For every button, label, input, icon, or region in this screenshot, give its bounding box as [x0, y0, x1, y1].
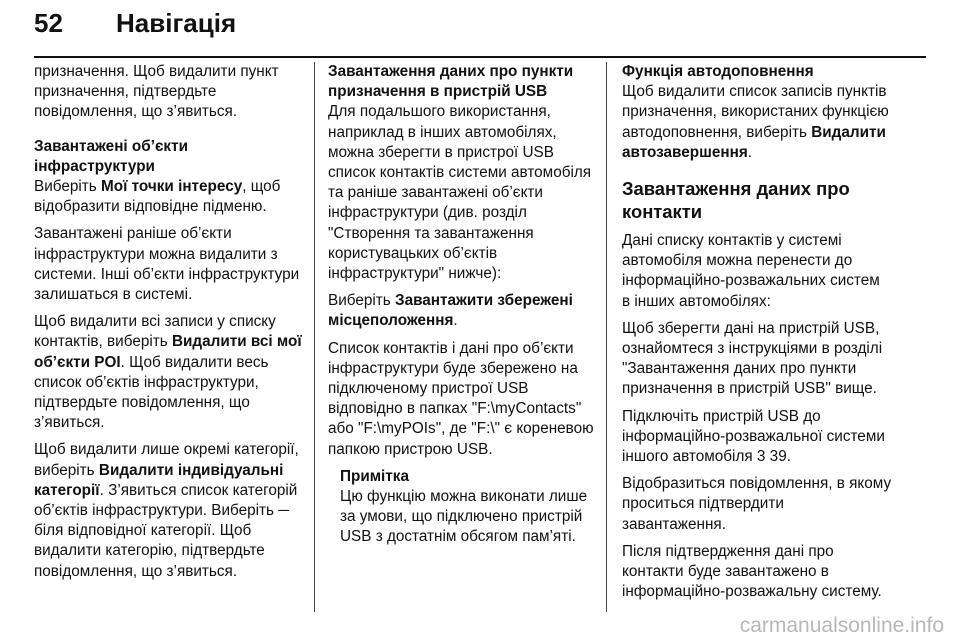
paragraph: Виберіть Мої точки інтересу, щоб відобразити відповідне підменю.	[34, 178, 281, 216]
column-divider	[314, 62, 315, 612]
menu-item-reference: Завантажити збережені місцеположення	[328, 292, 573, 330]
column-2	[328, 62, 594, 548]
header-rule	[34, 56, 926, 58]
paragraph: Відобразиться повідомлення, в якому проситься підтвердити завантаження.	[622, 475, 892, 533]
section-heading: Завантажені об’єкти інфраструктури	[34, 137, 188, 175]
menu-item-reference: Видалити індивідуальні категорії	[34, 461, 284, 499]
paragraph: Виберіть Завантажити збережені місцеположення.	[328, 292, 573, 330]
watermark: carmanualsonline.info	[739, 614, 944, 637]
column-divider	[606, 62, 607, 612]
note-title: Примітка	[340, 467, 409, 485]
column-3	[622, 62, 892, 609]
paragraph: Список контактів і дані про об’єкти інфраструктури буде збережено на підключеному пристрої USB відповідно в папках "F:\myContacts" або "F:\myPOIs", де "F:\" є кореневою папкою пристрою USB.	[328, 339, 594, 458]
paragraph: Дані списку контактів у системі автомобіля можна перенести до інформаційно-розважальних систем в інших автомобілях:	[622, 232, 880, 310]
note-body: Цю функцію можна виконати лише за умови, що підключено пристрій USB з достатнім обсягом пам’яті.	[340, 488, 588, 546]
paragraph: призначення. Щоб видалити пункт призначення, підтвердьте повідомлення, що з’явиться.	[34, 63, 279, 121]
page-reference-arrow-icon: 3	[756, 448, 766, 466]
section-heading: Завантаження даних про контакти	[622, 178, 850, 223]
page-header	[34, 0, 926, 56]
page-number: 52	[34, 8, 63, 38]
section-heading: Завантаження даних про пункти призначення в пристрій USB	[328, 63, 574, 101]
paragraph: Для подальшого використання, наприклад в інших автомобілях, можна зберегти в пристрої USB список контактів системи автомобіля та раніше завантажені об’єкти інфраструктури (див. розділ "Створення та завантаження користувацьких об’єктів інфраструктури" нижче):	[328, 103, 592, 283]
paragraph: Щоб зберегти дані на пристрій USB, ознайомтеся з інструкціями в розділі "Завантаження даних про пункти призначення в пристрій USB" вище.	[622, 319, 883, 398]
page-title: Навігація	[116, 8, 237, 38]
note-box	[328, 467, 594, 548]
column-1	[34, 62, 302, 589]
paragraph: Підключіть пристрій USB до інформаційно-розважальної системи іншого автомобіля 3 39.	[622, 407, 885, 466]
paragraph: Після підтвердження дані про контакти буде завантажено в інформаційно-розважальну систему.	[622, 542, 882, 601]
menu-item-reference: Мої точки інтересу	[100, 178, 243, 196]
section-heading: Функція автодоповнення	[622, 63, 814, 80]
paragraph: Завантажені раніше об’єкти інфраструктури можна видалити з системи. Інші об’єкти інфраструктури залишаться в системі.	[34, 225, 300, 304]
menu-item-reference: Видалити автозавершення	[622, 123, 886, 161]
menu-item-reference: Видалити всі мої об’єкти POI	[34, 333, 302, 371]
paragraph: Щоб видалити всі записи у списку контактів, виберіть Видалити всі мої об’єкти POI. Щоб видалити весь список об’єктів інфраструктури, підтвердьте повідомлення, що з’явиться.	[34, 313, 302, 432]
paragraph: Щоб видалити лише окремі категорії, виберіть Видалити індивідуальні категорії. З’явиться список категорій об’єктів інфраструктури. Виберіть ─ біля відповідної категорії. Щоб видалити категорію, підтвердьте повідомлення, що з’явиться.	[34, 441, 299, 580]
paragraph: Щоб видалити список записів пунктів призначення, використаних функцією автодоповнення, виберіть Видалити автозавершення.	[622, 83, 889, 161]
